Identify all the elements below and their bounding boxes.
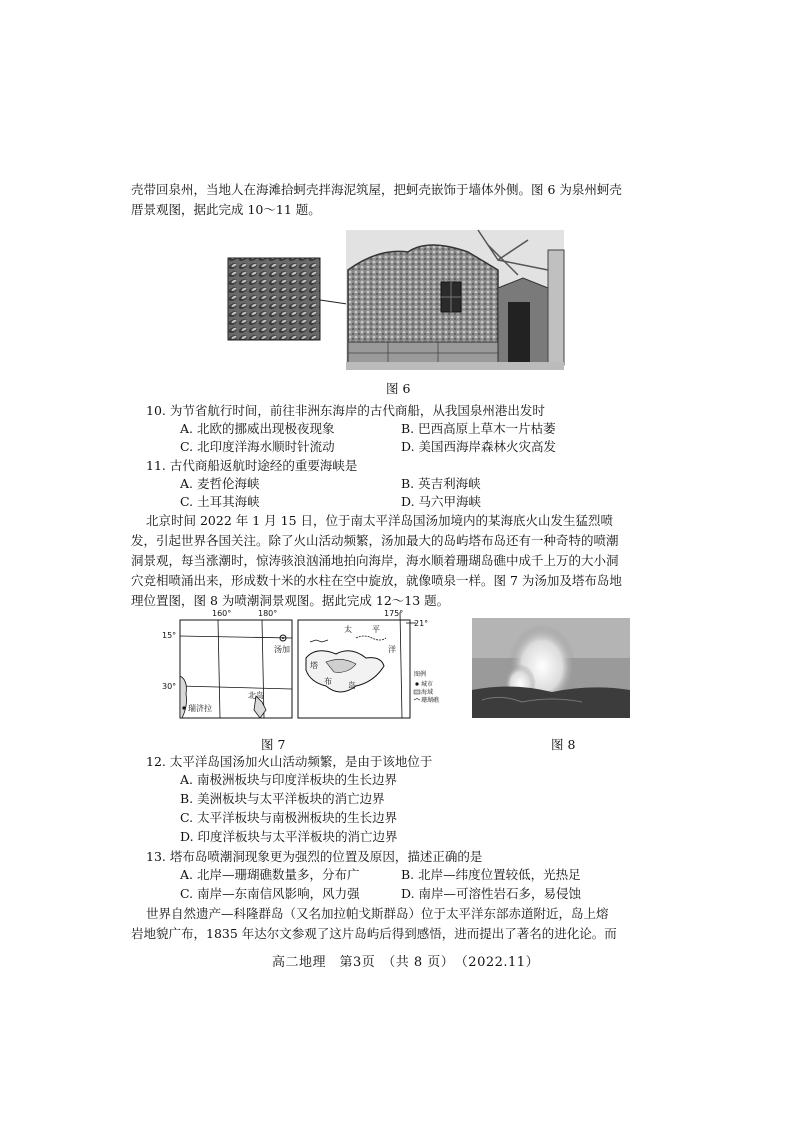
question-10-option-a: A. 北欧的挪威出现极夜现象 [180,421,335,436]
map2-label-dao: 岛 [348,681,356,690]
question-11-option-c: C. 土耳其海峡 [180,494,260,509]
map2-label-yang: 洋 [388,645,396,654]
figure-6-oyster-house [228,230,564,370]
passage-2-line-1: 北京时间 2022 年 1 月 15 日，位于南太平洋岛国汤加境内的某海底火山发生猛烈喷 [146,513,614,528]
intro-line-2: 厝景观图，据此完成 10～11 题。 [131,202,321,217]
question-11-option-d: D. 马六甲海峡 [401,494,482,509]
question-12-option-a: A. 南极洲板块与印度洋板块的生长边界 [180,772,397,787]
map1-lat-30: 30° [162,682,177,691]
map2-lat-21: 21° [414,619,429,628]
figure-7-map-tonga-region [162,606,294,720]
figure-8-caption: 图 8 [551,737,576,752]
figure-7-map-tongatapu [296,606,440,720]
question-11-option-b: B. 英吉利海峡 [401,476,481,491]
map2-legend-title: 图例 [414,671,427,678]
passage-2-line-4: 穴竞相喷涌出来，形成数十米的水柱在空中旋放，就像喷泉一样。图 7 为汤加及塔布岛地 [131,573,622,588]
question-13-option-a: A. 北岸—珊瑚礁数量多，分布广 [180,867,360,882]
map2-lon-175: 175° [384,609,404,618]
passage-2-line-2: 发，引起世界各国关注。除了火山活动频繁，汤加最大的岛屿塔布岛还有一种奇特的喷潮 [131,533,619,548]
map1-label-tonga: 汤加 [274,645,290,654]
map2-legend-sea: 海域 [421,689,434,696]
map1-lon-160: 160° [212,609,232,618]
question-13-option-b: B. 北岸—纬度位置较低，光热足 [401,867,581,882]
question-10-option-b: B. 巴西高原上草木一片枯萎 [401,421,556,436]
map2-label-bu: 布 [324,677,332,686]
question-12-option-d: D. 印度洋板块与太平洋板块的消亡边界 [180,829,398,844]
map2-label-ta: 塔 [310,661,318,670]
question-11-stem: 11. 古代商船返航时途经的重要海峡是 [146,458,358,473]
question-12-stem: 12. 太平洋岛国汤加火山活动频繁，是由于该地位于 [146,754,433,769]
question-13-option-d: D. 南岸—可溶性岩石多，易侵蚀 [401,886,582,901]
question-13-stem: 13. 塔布岛喷潮洞现象更为强烈的位置及原因，描述正确的是 [146,849,483,864]
question-13-option-c: C. 南岸—东南信风影响，风力强 [180,886,360,901]
map1-label-north-island: 北岛 [248,691,264,700]
question-12-option-c: C. 太平洋板块与南极洲板块的生长边界 [180,810,398,825]
map1-label-fiji: 瑞济拉 [188,704,212,713]
figure-6-caption: 图 6 [386,381,411,396]
map2-label-tai: 太 [344,625,352,634]
figure-8-blowhole-photo [472,618,630,718]
question-10-stem: 10. 为节省航行时间，前往非洲东海岸的古代商船，从我国泉州港出发时 [146,403,545,418]
question-12-option-b: B. 美洲板块与太平洋板块的消亡边界 [180,791,385,806]
map2-legend-city: 城市 [421,681,434,688]
passage-2-line-5: 理位置图，图 8 为喷潮洞景观图。据此完成 12～13 题。 [131,593,450,608]
map1-lat-15: 15° [162,631,177,640]
passage-2-line-3: 洞景观，每当涨潮时，惊涛骇浪汹涌地拍向海岸，海水顺着珊瑚岛礁中成千上万的大小洞 [131,553,619,568]
passage-3-line-1: 世界自然遗产—科隆群岛（又名加拉帕戈斯群岛）位于太平洋东部赤道附近，岛上熔 [146,906,609,921]
map1-lon-180: 180° [258,609,278,618]
figure-7-caption: 图 7 [261,737,286,752]
map2-legend-reef: 珊瑚礁 [421,697,440,704]
map2-label-ping: 平 [372,625,380,634]
question-11-option-a: A. 麦哲伦海峡 [180,476,260,491]
intro-line-1: 壳带回泉州，当地人在海滩拾蚵壳拌海泥筑屋，把蚵壳嵌饰于墙体外侧。图 6 为泉州蚵壳 [131,182,622,197]
question-10-option-d: D. 美国西海岸森林火灾高发 [401,439,557,454]
question-10-option-c: C. 北印度洋海水顺时针流动 [180,439,335,454]
passage-3-line-2: 岩地貌广布，1835 年达尔文参观了这片岛屿后得到感悟，进而提出了著名的进化论。而 [131,926,617,941]
page-footer: 高二地理 第3页 （共 8 页） （2022.11） [272,955,540,970]
